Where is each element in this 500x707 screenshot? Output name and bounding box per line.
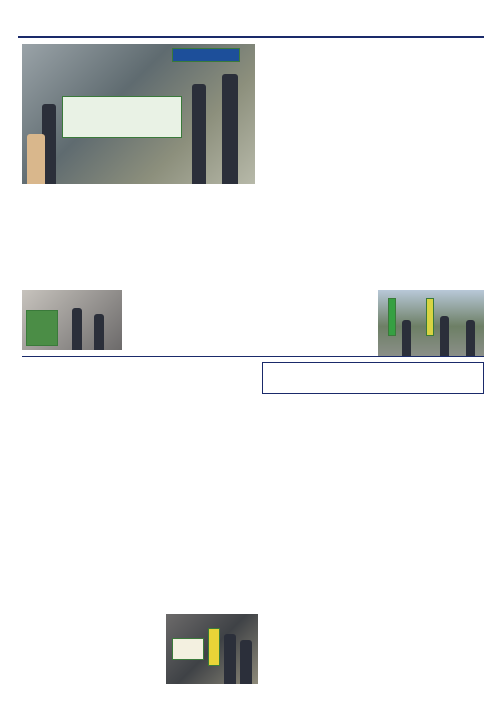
fukushima-action-photo (22, 290, 122, 350)
jal-body-continued (22, 604, 162, 696)
fukushima-body-continued (128, 290, 268, 350)
peace-march-photo (22, 44, 255, 184)
fukushima-headline (292, 206, 340, 356)
fukushima-body (100, 198, 265, 288)
overtime-body-continued (22, 490, 112, 600)
page-header (18, 22, 484, 38)
safety-column-box (262, 362, 484, 394)
section-divider (22, 356, 484, 357)
march-walkers-photo (378, 290, 484, 356)
fukushima-subhead (270, 214, 288, 354)
safety-headline (446, 398, 482, 528)
overtime-body (22, 396, 258, 484)
peace-march-body-continued (22, 198, 92, 268)
safety-body (262, 398, 442, 598)
safety-body-continued (262, 604, 482, 696)
jal-body (158, 512, 258, 612)
jal-action-photo (166, 614, 258, 684)
